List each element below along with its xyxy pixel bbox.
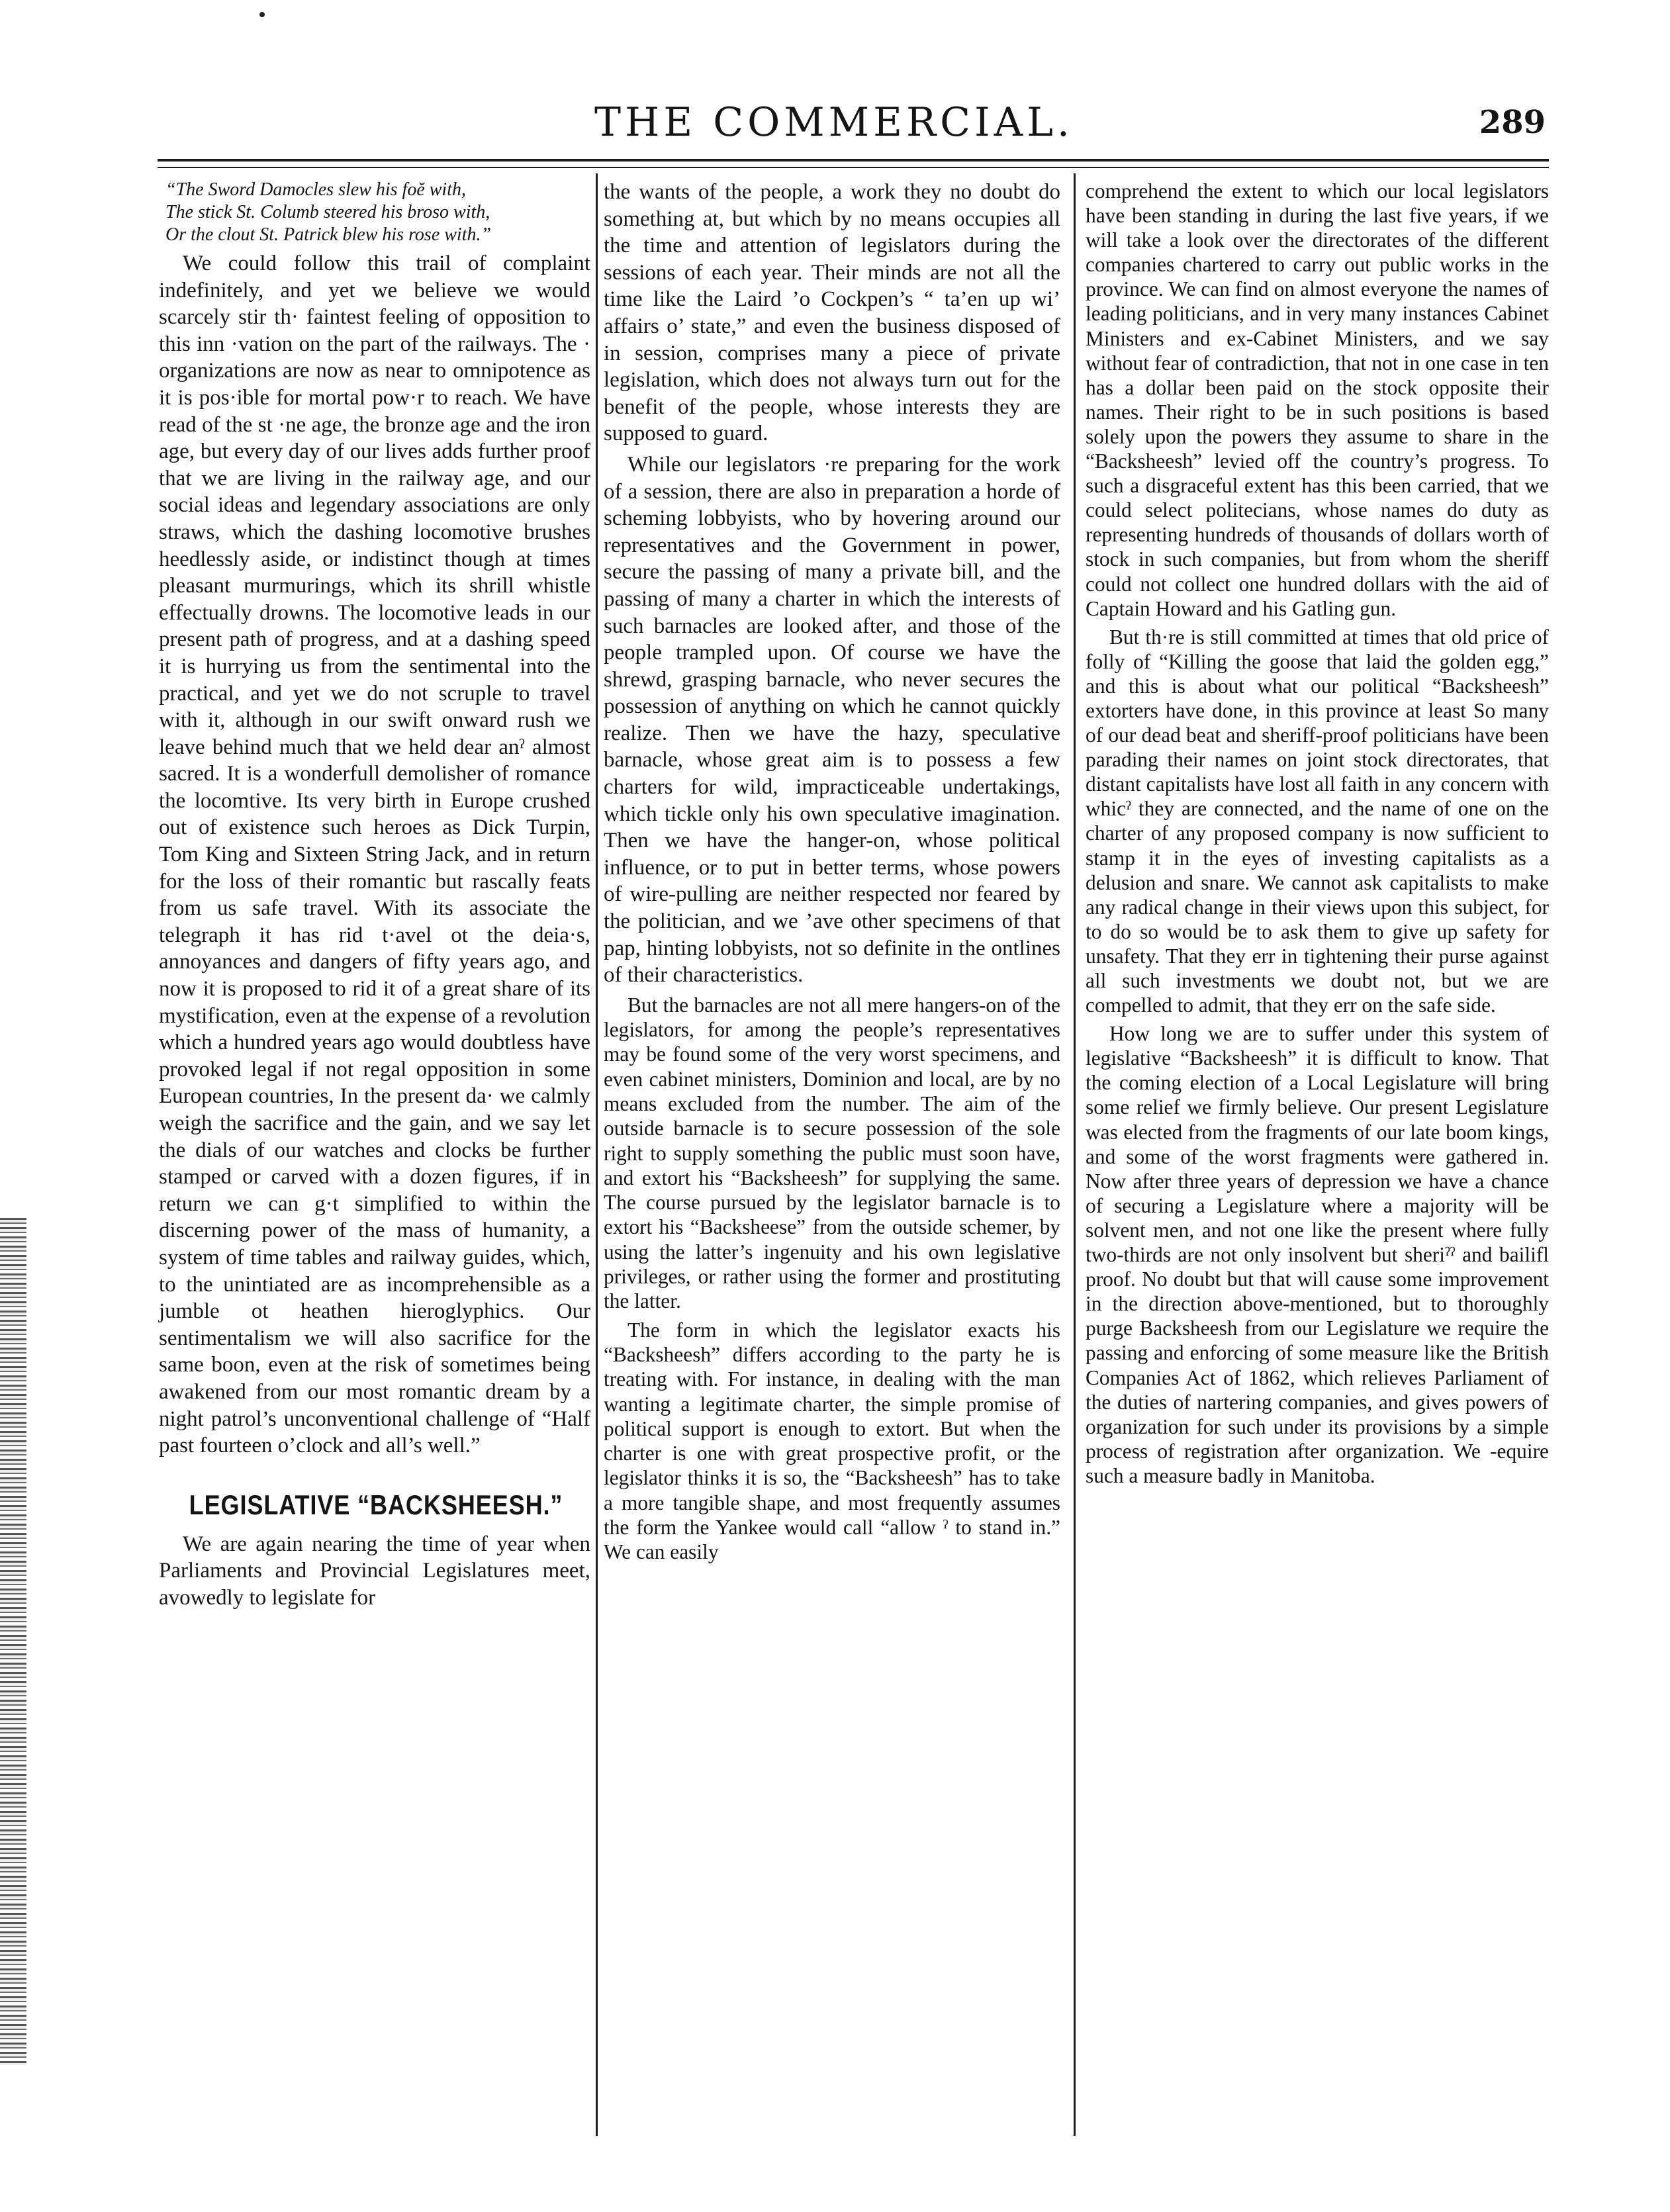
article-paragraph: While our legislators ·re preparing for the work of a session, there are also in preparation a horde of scheming lobbyists, who by hovering around our representatives and the Government in power, secure the passing of many a private bill, and the passing of many a charter in which the interests of such barnacles are looked after, and those of the people trampled upon. Of course we have the shrewd, grasping barnacle, who never secures the possession of anything on which he cannot quickly realize. Then we have the hazy, speculative barnacle, whose great aim is to possess a few charters for wild, impracticeable undertakings, which tickle only his own speculative imagination. Then we have the hanger-on, whose political influence, or to put in better terms, whose powers of wire-pulling are neither respected nor feared by the politician, and we ’ave other specimens of that pap, hinting lobbyists, not so definite in the ontlines of their characteristics. [604, 452, 1060, 988]
column-divider-1 [596, 173, 598, 2136]
article-paragraph: How long we are to suffer under this system of legislative “Backsheesh” it is difficult to know. That the coming election of a Local Legislature will bring some relief we firmly believe. Our present Legislature was elected from the fragments of our late boom kings, and some of the worst fragments were gathered in. Now after three years of depression we have a chance of securing a Legislature where a majority will be solvent men, and not one like the present where fully two-thirds are not only insolvent but sheriˀˀ and bailifl proof. No doubt but that will cause some improvement in the direction above-mentioned, but to thoroughly purge Backsheesh from our Legislature we require the passing and enforcing of some measure like the British Companies Act of 1862, which relieves Parliament of the duties of nartering companies, and gives powers of organization for such under its provisions by a simple process of registration after organization. We -equire such a measure badly in Manitoba. [1086, 1022, 1549, 1487]
column-2 [604, 179, 1060, 1569]
article-paragraph: We are again nearing the time of year when Parliaments and Provincial Legislatures meet, avowedly to legislate for [159, 1532, 590, 1610]
column-divider-2 [1074, 173, 1076, 2136]
article-headline: LEGISLATIVE “BACKSHEESH.” [189, 1489, 563, 1520]
masthead-title: THE COMMERCIAL. [594, 99, 1074, 146]
column-1 [159, 179, 590, 1616]
article-paragraph: comprehend the extent to which our local legislators have been standing in during the last five years, if we will take a look over the directorates of the different companies chartered to carry out public works in the province. We can find on almost everyone the names of leading politicians, and in very many instances Cabinet Ministers and ex-Cabinet Ministers, and we say without fear of contradiction, that not in one case in ten has a dollar been paid on the stock opposite their names. Their right to be in such positions is based solely upon the powers they assume to share in the “Backsheesh” levied off the country’s progress. To such a disgraceful extent has this been carried, that we could select politecians, whose names do duty as representing hundreds of thousands of dollars worth of stock in such companies, but from whom the sheriff could not collect one hundred dollars with the aid of Captain Howard and his Gatling gun. [1086, 179, 1549, 620]
verse-quote [159, 179, 590, 246]
column-3 [1086, 179, 1549, 1492]
article-paragraph: But th·re is still committed at times that old price of folly of “Killing the goose that laid the golden egg,” and this is about what our political “Backsheesh” extorters have done, in this province at least So many of our dead beat and sheriff-proof politicians have been parading their names on joint stock directorates, that distant capitalists have lost all faith in any concern with whicˀ they are connected, and the name of one on the charter of any proposed company is now sufficient to stamp it in the eyes of investing capitalists as a delusion and snare. We cannot ask capitalists to make any radical change in their views upon this subject, for to do so would be to ask them to give up safety for unsafety. That they err in tightening their purse against all such investments we doubt not, but we are compelled to admit, that they err on the safe side. [1086, 625, 1549, 1017]
article-paragraph: The form in which the legislator exacts his “Backsheesh” differs according to the party he is treating with. For instance, in dealing with the man wanting a legitimate charter, the simple promise of political support is enough to extort. But when the charter is one with great prospective profit, or the legislator thinks it is so, the “Backsheesh” has to take a more tangible shape, and most frequently assumes the form the Yankee would call “allow ˀ to stand in.” We can easily [604, 1318, 1060, 1564]
verse-line: “The Sword Damocles slew his foĕ with, [165, 179, 466, 200]
header-rule [158, 159, 1549, 168]
verse-line: The stick St. Columb steered his broso with, [165, 202, 490, 222]
ink-speck [259, 12, 265, 17]
verse-line: Or the clout St. Patrick blew his rose with.” [165, 224, 492, 245]
article-paragraph: We could follow this trail of complaint indefinitely, and yet we believe we would scarcely stir th· faintest feeling of opposition to this inn ·vation on the part of the railways. The · organizations are now as near to omnipotence as it is pos·ible for mortal pow·r to reach. We have read of the st ·ne age, the bronze age and the iron age, but every day of our lives adds further proof that we are living in the railway age, and our social ideas and legendary associations are only straws, which the dashing locomotive brushes heedlessly aside, or indistinct though at times pleasant murmurings, which its shrill whistle effectually drowns. The locomotive leads in our present path of progress, and at a dashing speed it is hurrying us from the sentimental into the practical, and yet we do not scruple to travel with it, although in our swift onward rush we leave behind much that we held dear anˀ almost sacred. It is a wonderfull demolisher of romance the locomtive. Its very birth in Europe crushed out of existence such heroes as Dick Turpin, Tom King and Sixteen String Jack, and in return for the loss of their romantic but rascally feats from us safe travel. With its associate the telegraph it has rid t·avel ot the deia·s, annoyances and dangers of fifty years ago, and now it is proposed to rid it of a great share of its mystification, even at the expense of a revolution which a hundred years ago would doubtless have provoked legal if not regal opposition in some European countries, In the present da· we calmly weigh the sacrifice and the gain, and we say let the dials of our watches and clocks be further stamped or carved with a dozen figures, if in return we can g·t simplified to within the discerning power of the mass of humanity, a system of time tables and railway guides, which, to the unintiated are as incomprehensible as a jumble ot heathen hieroglyphics. Our sentimentalism we will also sacrifice for the same boon, even at the risk of sometimes being awakened from our most romantic dream by a night patrol’s unconventional challenge of “Half past fourteen o’clock and all’s well.” [159, 252, 590, 1458]
scan-binding-edge [0, 1218, 26, 2065]
article-paragraph: the wants of the people, a work they no doubt do something at, but which by no means occupies all the time and attention of legislators during the sessions of each year. Their minds are not all the time like the Laird ’o Cockpen’s “ ta’en up wi’ affairs o’ state,” and even the business disposed of in session, comprises many a piece of private legislation, which does not always turn out for the benefit of the people, whose interests they are supposed to guard. [604, 180, 1060, 446]
page-number: 289 [1479, 104, 1546, 141]
article-paragraph: But the barnacles are not all mere hangers-on of the legislators, for among the people’s representatives may be found some of the very worst specimens, and even cabinet ministers, Dominion and local, are by no means excluded from the number. The aim of the outside barnacle is to secure possession of the sole right to supply something the public must soon have, and extort his “Backsheesh” for supplying the same. The course pursued by the legislator barnacle is to extort his “Backsheese” from the outside schemer, by using the latter’s ingenuity and his own legislative privileges, or rather using the former and prostituting the latter. [604, 993, 1060, 1313]
